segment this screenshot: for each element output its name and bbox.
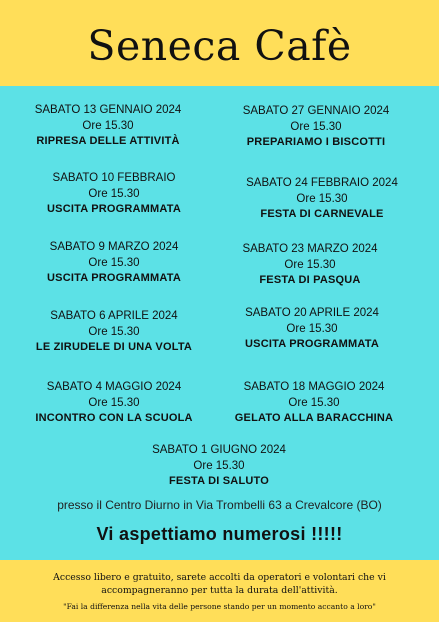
event-name: INCONTRO CON LA SCUOLA xyxy=(35,412,193,424)
event-time: Ore 15.30 xyxy=(286,322,338,335)
event-name: LE ZIRUDELE DI UNA VOLTA xyxy=(35,341,193,353)
event-time: Ore 15.30 xyxy=(288,396,340,409)
event-date: SABATO 10 FEBBRAIO xyxy=(52,172,176,184)
page-title: Seneca Cafè xyxy=(87,22,352,70)
event-name: RIPRESA DELLE ATTIVITÀ xyxy=(36,135,180,147)
event-date: SABATO 1 GIUGNO 2024 xyxy=(152,444,286,456)
event-time: Ore 15.30 xyxy=(88,256,140,269)
event-3 xyxy=(14,171,214,218)
event-date: SABATO 18 MAGGIO 2024 xyxy=(243,381,385,393)
event-name: USCITA PROGRAMMATA xyxy=(47,203,181,215)
event-name: USCITA PROGRAMMATA xyxy=(245,338,379,350)
event-name: FESTA DI SALUTO xyxy=(169,475,269,487)
access-line-1: Accesso libero e gratuito, sarete accolti da operatori e volontari che vi xyxy=(53,572,386,583)
event-date: SABATO 23 MARZO 2024 xyxy=(242,243,378,255)
event-time: Ore 15.30 xyxy=(193,459,245,472)
event-2 xyxy=(216,104,416,151)
event-name: PREPARIAMO I BISCOTTI xyxy=(246,136,386,148)
event-time: Ore 15.30 xyxy=(284,258,336,271)
event-date: SABATO 13 GENNAIO 2024 xyxy=(34,104,182,116)
event-date: SABATO 24 FEBBRAIO 2024 xyxy=(246,177,398,189)
access-line-2: accompagneranno per tutta la durata dell'attività. xyxy=(101,584,338,596)
location-text: presso il Centro Diurno in Via Trombelli 63 a Crevalcore (BO) xyxy=(57,498,382,512)
quote-text: "Fai la differenza nella vita delle persone stando per un momento accanto a loro" xyxy=(63,602,376,611)
event-time: Ore 15.30 xyxy=(88,396,140,409)
event-5 xyxy=(14,240,214,287)
event-time: Ore 15.30 xyxy=(88,187,140,200)
event-4 xyxy=(222,176,422,223)
event-date: SABATO 27 GENNAIO 2024 xyxy=(242,105,390,117)
access-note xyxy=(30,572,409,597)
event-name: FESTA DI PASQUA xyxy=(259,274,361,286)
event-6 xyxy=(210,242,410,289)
event-date: SABATO 9 MARZO 2024 xyxy=(49,241,179,253)
event-name: GELATO ALLA BARACCHINA xyxy=(234,412,394,424)
welcome-text: Vi aspettiamo numerosi !!!!! xyxy=(96,524,343,544)
event-name: USCITA PROGRAMMATA xyxy=(47,272,181,284)
event-date: SABATO 6 APRILE 2024 xyxy=(50,310,178,322)
event-8 xyxy=(212,306,412,353)
event-date: SABATO 4 MAGGIO 2024 xyxy=(46,381,182,393)
event-1 xyxy=(8,103,208,150)
event-11 xyxy=(119,443,319,490)
event-9 xyxy=(14,380,214,427)
event-10 xyxy=(214,380,414,427)
event-7 xyxy=(14,309,214,356)
event-time: Ore 15.30 xyxy=(82,119,134,132)
event-time: Ore 15.30 xyxy=(290,120,342,133)
event-date: SABATO 20 APRILE 2024 xyxy=(245,307,379,319)
event-time: Ore 15.30 xyxy=(88,325,140,338)
event-name: FESTA DI CARNEVALE xyxy=(260,208,384,220)
event-time: Ore 15.30 xyxy=(296,192,348,205)
